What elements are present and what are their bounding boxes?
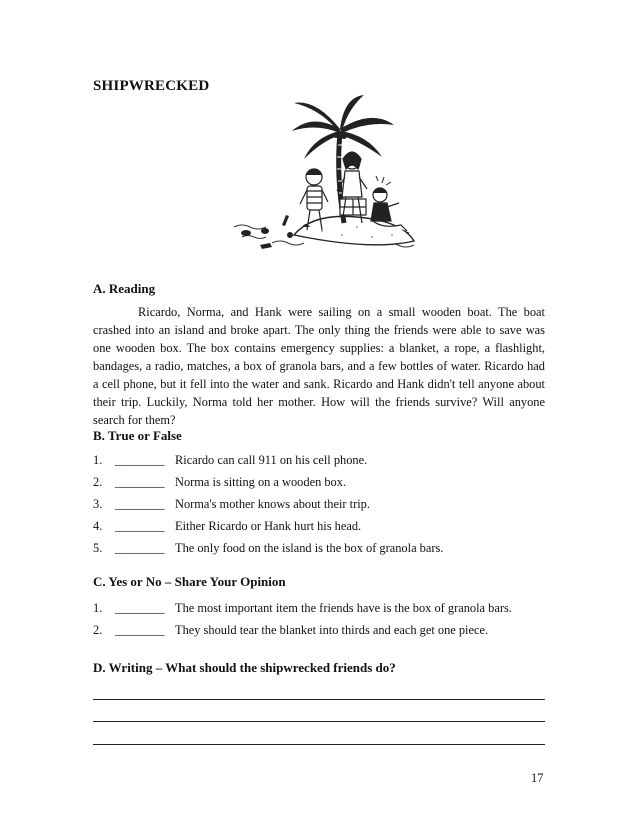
answer-blank[interactable]: ________ [115,475,165,489]
statement-text: The only food on the island is the box of granola bars. [175,541,444,555]
answer-blank[interactable]: ________ [115,497,165,511]
list-item [93,471,553,493]
statement-text: They should tear the blanket into thirds and each get one piece. [175,623,489,637]
section-c-heading: C. Yes or No – Share Your Opinion [93,574,286,589]
writing-line[interactable] [93,744,545,745]
list-item [93,597,553,619]
page-number: 17 [531,771,544,785]
true-false-list [93,449,553,559]
item-number: 2. [93,623,103,637]
section-d-heading: D. Writing – What should the shipwrecked friends do? [93,660,396,675]
opinion-list [93,597,553,641]
list-item [93,493,553,515]
statement-text: Norma's mother knows about their trip. [175,497,370,511]
item-number: 5. [93,541,103,555]
statement-text: Norma is sitting on a wooden box. [175,475,347,489]
item-number: 3. [93,497,103,511]
statement-text: The most important item the friends have is the box of granola bars. [175,601,512,615]
item-number: 1. [93,601,103,615]
item-number: 1. [93,453,103,467]
reading-passage [93,303,545,429]
writing-line[interactable] [93,721,545,722]
list-item [93,515,553,537]
statement-text: Ricardo can call 911 on his cell phone. [175,453,368,467]
shipwreck-island-icon [232,95,422,260]
list-item [93,449,553,471]
answer-blank[interactable]: ________ [115,623,165,637]
list-item [93,619,553,641]
section-b-heading: B. True or False [93,428,182,443]
answer-blank[interactable]: ________ [115,541,165,555]
item-number: 2. [93,475,103,489]
reading-paragraph: Ricardo, Norma, and Hank were sailing on a small wooden boat. The boat crashed into an island and broke apart. The only thing the friends were able to save was one wooden box. The box contains emergency supplies: a blanket, a rope, a flashlight, bandages, a radio, matches, a box of granola bars, and a few bottles of water. Ricardo had a cell phone, but it fell into the water and sank. Ricardo and Hank didn't tell anyone about their trip. Luckily, Norma told her mother. How will the friends survive? Will anyone search for them? [93,305,545,427]
list-item [93,537,553,559]
writing-line[interactable] [93,699,545,700]
answer-blank[interactable]: ________ [115,453,165,467]
page-title: SHIPWRECKED [93,78,210,94]
item-number: 4. [93,519,103,533]
section-a-heading: A. Reading [93,281,156,296]
answer-blank[interactable]: ________ [115,519,165,533]
statement-text: Either Ricardo or Hank hurt his head. [175,519,362,533]
answer-blank[interactable]: ________ [115,601,165,615]
